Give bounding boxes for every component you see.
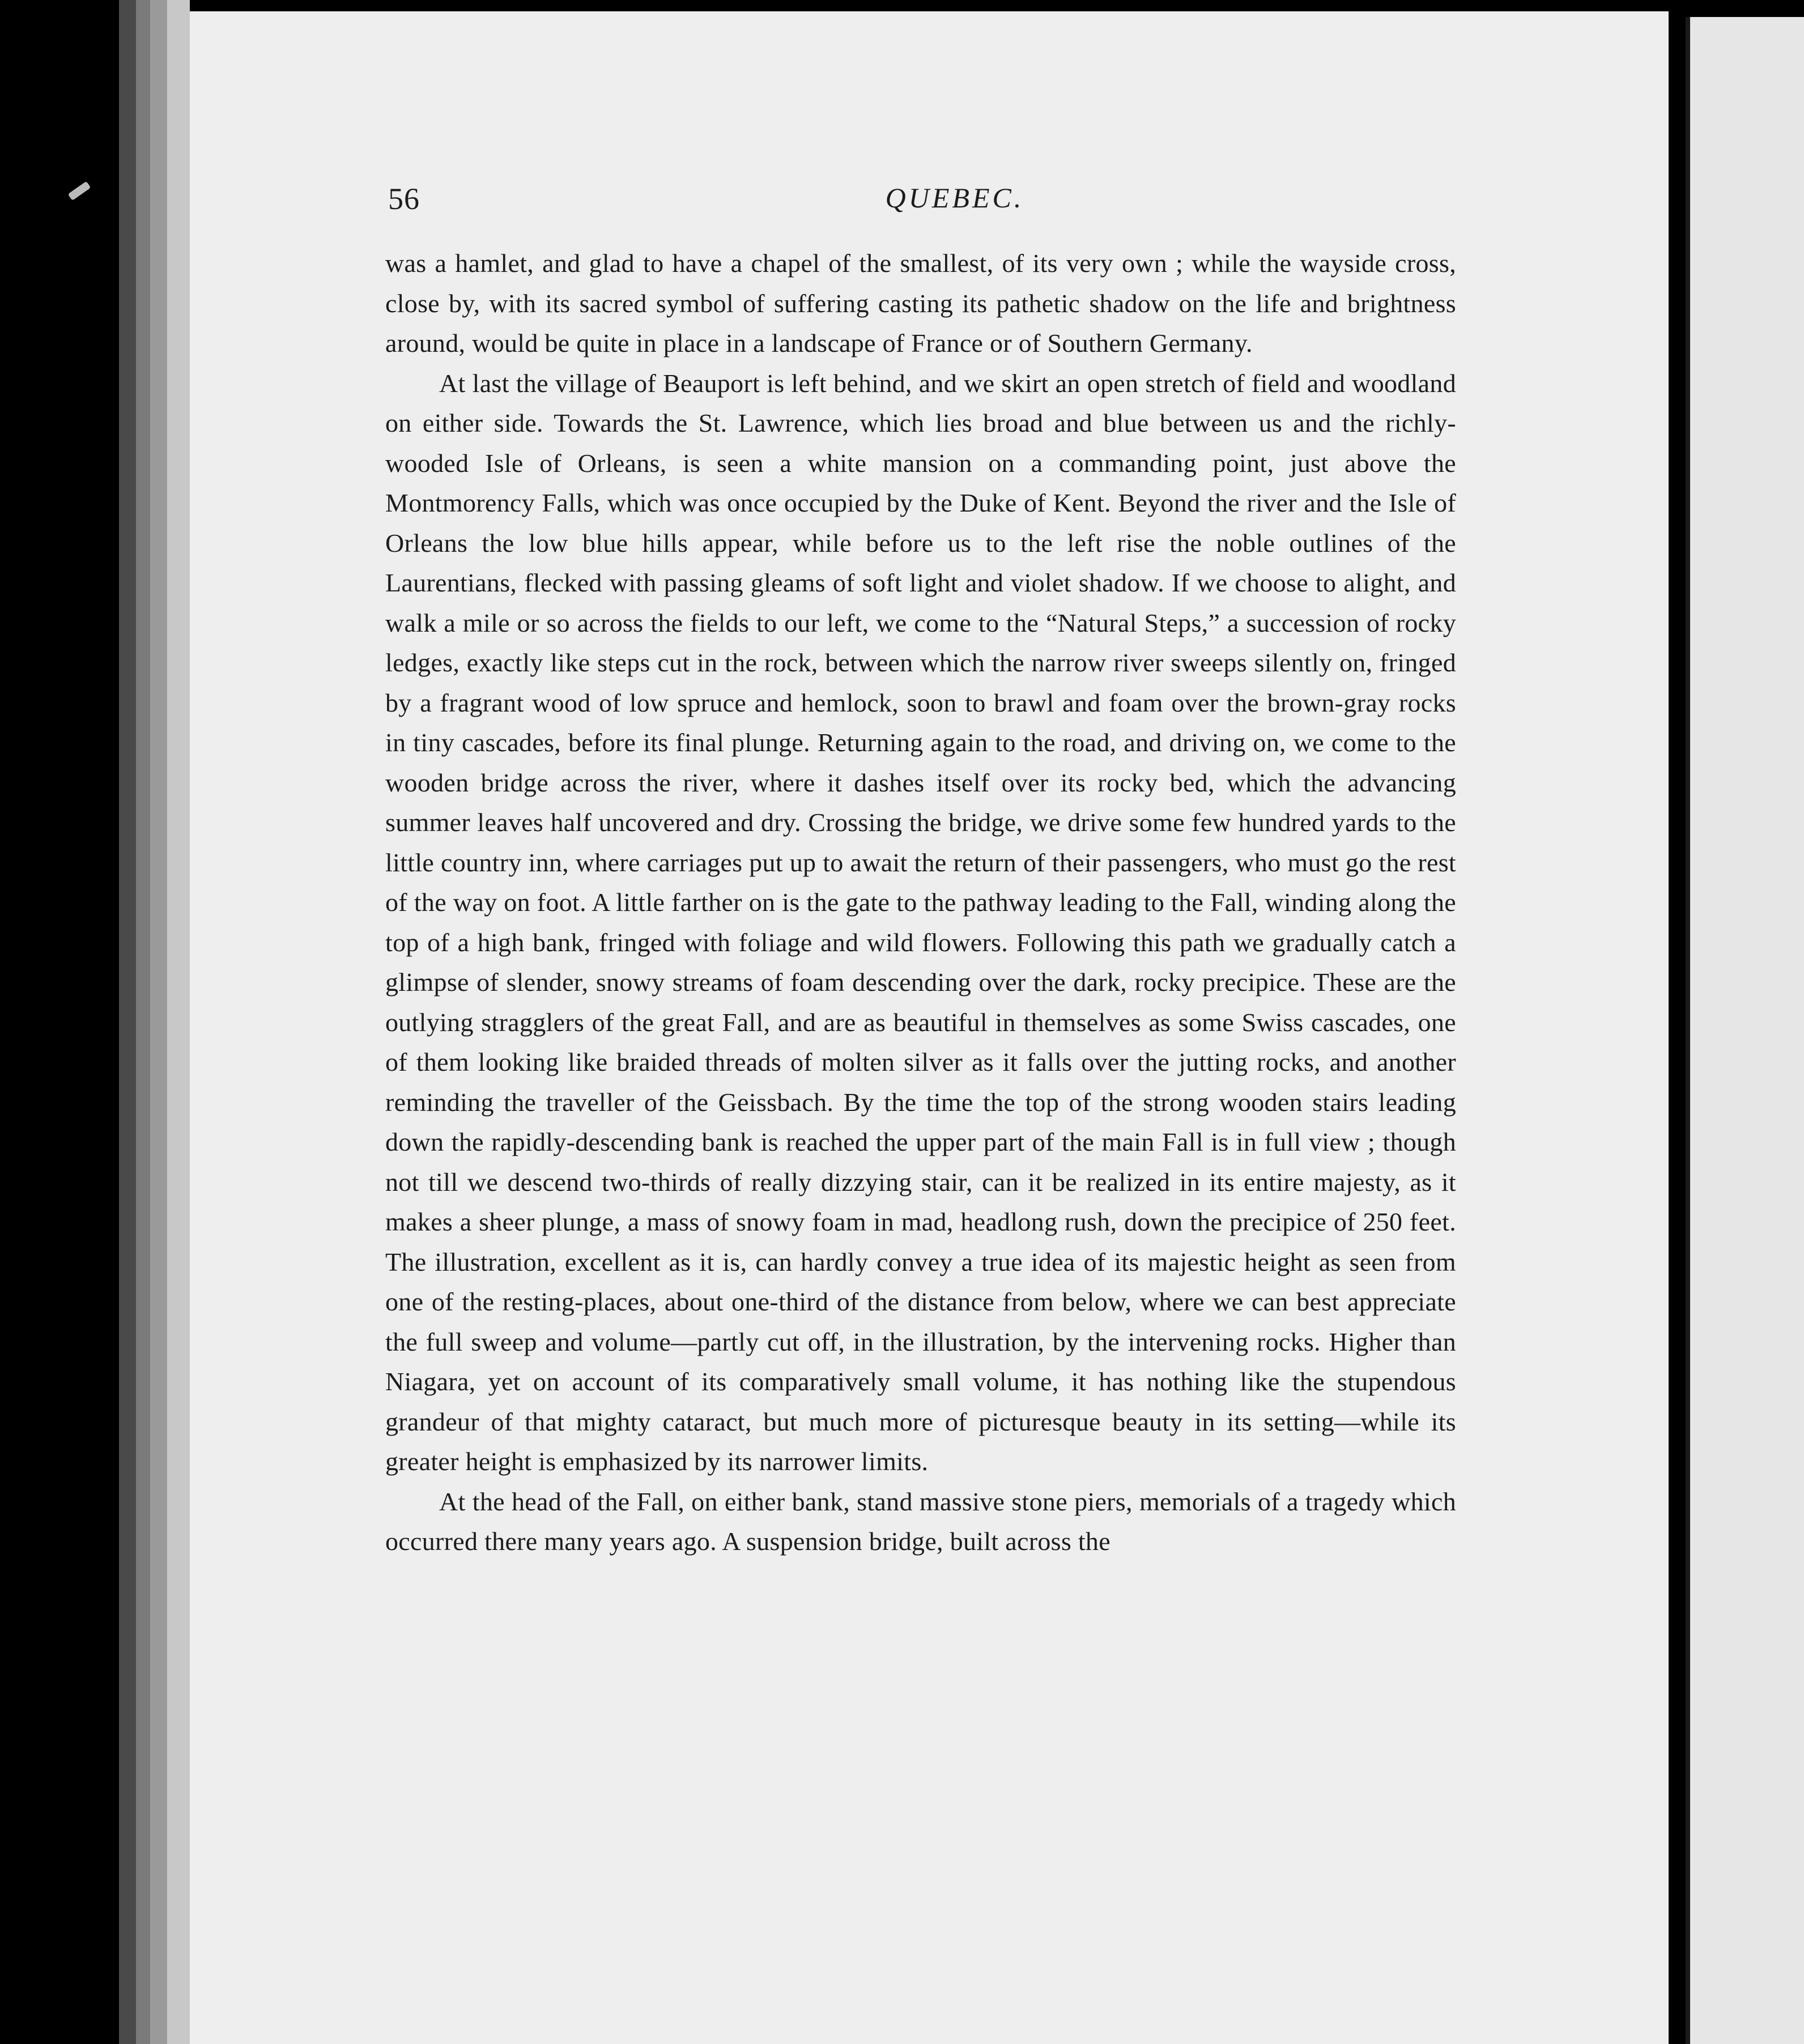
page-number: 56 bbox=[388, 182, 420, 216]
paragraph: At last the village of Beauport is left behind, and we skirt an open stretch of field and woodland on either side. Towards the St. Lawrence, which lies broad and blue between us and the richly-wooded Isle of Orleans, is seen a white mansion on a commanding point, just above the Montmorency Falls, which was once occupied by the Duke of Kent. Beyond the river and the Isle of Orleans the low blue hills appear, while before us to the left rise the noble outlines of the Laurentians, flecked with passing gleams of soft light and violet shadow. If we choose to alight, and walk a mile or so across the fields to our left, we come to the “Natural Steps,” a succession of rocky ledges, exactly like steps cut in the rock, between which the narrow river sweeps silently on, fringed by a fragrant wood of low spruce and hemlock, soon to brawl and foam over the brown-gray rocks in tiny cascades, before its final plunge. Returning again to the road, and driving on, we come to the wooden bridge across the river, where it dashes itself over its rocky bed, which the advancing summer leaves half uncovered and dry. Crossing the bridge, we drive some few hundred yards to the little country inn, where carriages put up to await the return of their passengers, who must go the rest of the way on foot. A little farther on is the gate to the pathway leading to the Fall, winding along the top of a high bank, fringed with foliage and wild flowers. Following this path we gradually catch a glimpse of slender, snowy streams of foam descending over the dark, rocky precipice. These are the outlying stragglers of the great Fall, and are as beautiful in themselves as some Swiss cascades, one of them looking like braided threads of molten silver as it falls over the jutting rocks, and another reminding the traveller of the Geissbach. By the time the top of the strong wooden stairs leading down the rapidly-descending bank is reached the upper part of the main Fall is in full view ; though not till we descend two-thirds of really dizzying stair, can it be realized in its entire majesty, as it makes a sheer plunge, a mass of snowy foam in mad, headlong rush, down the precipice of 250 feet. The illustration, excellent as it is, can hardly convey a true idea of its majestic height as seen from one of the resting-places, about one-third of the distance from below, where we can best appreciate the full sweep and volume—partly cut off, in the illustration, by the intervening rocks. Higher than Niagara, yet on account of its comparatively small volume, it has nothing like the stupendous grandeur of that mighty cataract, but much more of picturesque beauty in its setting—while its greater height is emphasized by its narrower limits. bbox=[385, 368, 1456, 1476]
paragraph-continued: was a hamlet, and glad to have a chapel of the smallest, of its very own ; while the wayside cross, close by, with its sacred symbol of suffering casting its pathetic shadow on the life and brightness around, would be quite in place in a landscape of France or of Southern Germany. bbox=[385, 249, 1456, 357]
facing-page-edge bbox=[1686, 17, 1804, 2044]
page-body bbox=[385, 244, 1456, 1562]
page-edge bbox=[167, 0, 190, 2044]
page-edge bbox=[136, 0, 150, 2044]
page-edge bbox=[150, 0, 167, 2044]
paragraph: At the head of the Fall, on either bank, stand massive stone piers, memorials of a tragedy which occurred there many years ago. A suspension bridge, built across the bbox=[385, 1487, 1456, 1556]
running-title: QUEBEC. bbox=[885, 182, 1024, 214]
book-page bbox=[190, 11, 1669, 2044]
page-edge bbox=[119, 0, 136, 2044]
dust-speck bbox=[68, 181, 91, 201]
